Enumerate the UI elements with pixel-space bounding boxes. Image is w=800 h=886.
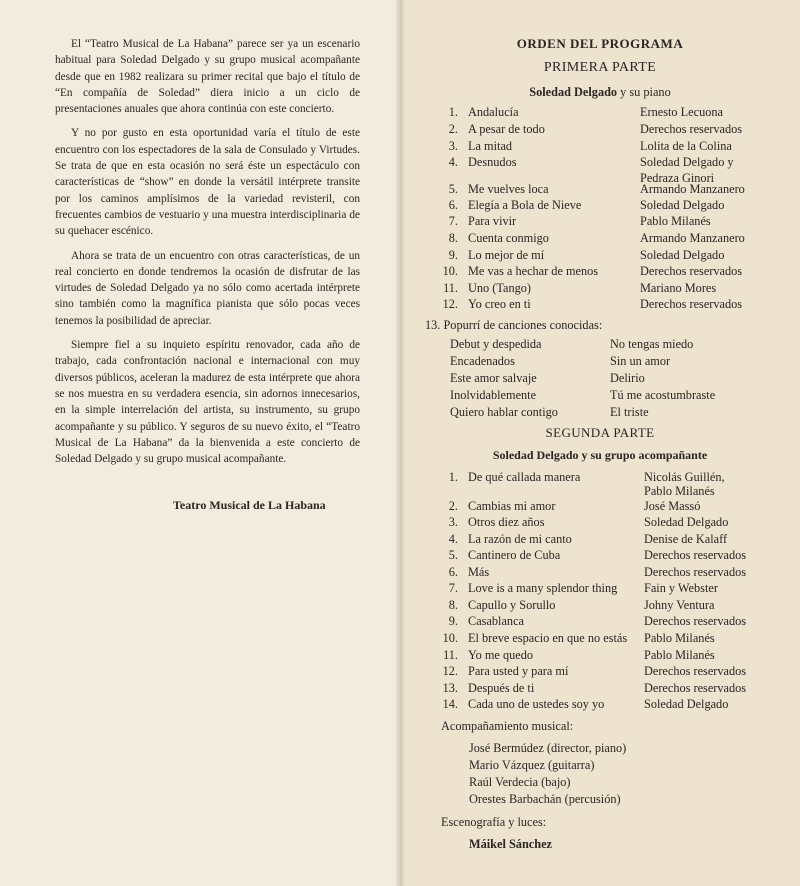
song-title: Love is a many splendor thing [468,581,618,595]
song-author: Pablo Milanés [644,631,715,645]
song-title: Andalucía [468,105,519,119]
song-number: 5. [448,182,458,196]
song-number: 9. [448,614,458,628]
accompaniment-member: José Bermúdez (director, piano) [469,741,627,755]
song-author: Nicolás Guillén, [644,470,725,484]
song-title: Lo mejor de mí [468,248,545,262]
accompaniment-member: Orestes Barbachán (percusión) [469,792,621,806]
song-author: Derechos reservados [640,264,743,278]
song-title: Para usted y para mí [468,664,569,678]
song-author: Soledad Delgado [644,697,729,711]
song-author: Soledad Delgado [640,248,725,262]
intro-paragraph: Ahora se trata de un encuentro con otras características, de un real concierto en donde tendremos la ocasión de disfrutar de las virtudes de Soledad Delgado ya no sólo como acertada intérprete sino también como la magnífica pianista que sólo pocas veces tenemos la posibilidad de apreciar. [55,249,360,327]
song-title: Yo me quedo [468,648,534,662]
song-number: 6. [448,565,458,579]
part2-performer: Soledad Delgado y su grupo acompañante [492,448,708,462]
song-title: Casablanca [468,614,524,628]
song-author: Derechos reservados [644,565,747,579]
medley-song: Debut y despedida [450,337,542,351]
song-title: Otros diez años [468,515,545,529]
medley-title: Popurrí de canciones conocidas: [443,318,603,332]
song-number: 3. [448,139,458,153]
song-author: Derechos reservados [644,664,747,678]
song-number: 11. [443,648,458,662]
song-number: 11. [443,281,458,295]
medley-right-column [610,336,715,421]
medley-heading [425,318,602,333]
song-number: 12. [442,664,458,678]
song-number: 4. [448,155,458,169]
song-author: Derechos reservados [644,614,747,628]
song-title: Cada uno de ustedes soy yo [468,697,605,711]
song-title: Capullo y Sorullo [468,598,556,612]
song-author: Soledad Delgado [644,515,729,529]
song-author: Derechos reservados [644,548,747,562]
song-title: Cambias mi amor [468,499,556,513]
accompaniment-heading: Acompañamiento musical: [441,719,574,733]
song-author: Armando Manzanero [640,231,745,245]
part1-title: PRIMERA PARTE [543,60,657,75]
song-number: 12. [442,297,458,311]
song-title: La razón de mi canto [468,532,572,546]
song-title: Uno (Tango) [468,281,531,295]
part2-title: SEGUNDA PARTE [545,425,655,440]
intro-paragraph: Siempre fiel a su inquieto espíritu renovador, cada año de trabajo, cada confrontación nacional e internacional con muy diversos públicos, aceleran la madurez de esta intérprete que ahora se nos muestra en su verdadera esencia, sin adornos innecesarios, en la simple interrelación del artista, su instrumento, su grupo acompañante y su público. Y seguros de su nuevo éxito, el “Teatro Musical de La Habana” da la bienvenida a este concierto de Soledad Delgado y su grupo musical acompañante. [55,339,360,466]
song-author: Soledad Delgado y [640,155,734,169]
song-title: Me vuelves loca [468,182,549,196]
performer-rest: y su piano [617,85,671,99]
song-number: 2. [448,499,458,513]
song-number: 9. [448,248,458,262]
song-number: 14. [442,697,458,711]
song-number: 4. [448,532,458,546]
medley-song: No tengas miedo [610,337,694,351]
song-title: Cantinero de Cuba [468,548,561,562]
song-title: Cuenta conmigo [468,231,549,245]
song-title: Más [468,565,490,579]
song-title: A pesar de todo [468,122,545,136]
song-title: Después de ti [468,681,535,695]
staging-name: Máikel Sánchez [469,837,552,851]
song-author: Mariano Mores [640,281,717,295]
part1-performer [400,85,800,100]
song-author: Derechos reservados [640,122,743,136]
song-title: Desnudos [468,155,517,169]
song-number: 13. [442,681,458,695]
song-author: Johny Ventura [644,598,715,612]
song-author: Armando Manzanero [640,182,745,196]
song-number: 3. [448,515,458,529]
song-number: 7. [448,214,458,228]
accompaniment-member: Mario Vázquez (guitarra) [469,758,595,772]
song-author: Denise de Kalaff [644,532,728,546]
song-author: Pablo Milanés [644,484,715,498]
performer-name: Soledad Delgado [529,85,618,99]
medley-song: Delirio [610,371,645,385]
song-number: 7. [448,581,458,595]
song-author: Pedraza Ginori [640,171,715,185]
song-author: Pablo Milanés [640,214,711,228]
medley-song: Inolvidablemente [450,388,537,402]
song-author: Derechos reservados [640,297,743,311]
intro-signature: Teatro Musical de La Habana [173,498,326,512]
intro-text [55,36,360,475]
song-author: Ernesto Lecuona [640,105,723,119]
page-fold [396,0,404,886]
song-number: 10. [442,264,458,278]
song-number: 5. [448,548,458,562]
song-number: 10. [442,631,458,645]
song-author: Soledad Delgado [640,198,725,212]
song-number: 6. [448,198,458,212]
song-author: José Massó [644,499,701,513]
staging-heading: Escenografía y luces: [441,815,547,829]
medley-song: Quiero hablar contigo [450,405,558,419]
song-number: 1. [448,105,458,119]
song-author: Pablo Milanés [644,648,715,662]
song-author: Lolita de la Colina [640,139,732,153]
song-number: 1. [448,470,458,484]
song-title: Me vas a hechar de menos [468,264,599,278]
medley-left-column [450,336,558,421]
medley-song: Sin un amor [610,354,671,368]
medley-song: Encadenados [450,354,515,368]
medley-song: El triste [610,405,649,419]
song-number: 2. [448,122,458,136]
song-title: El breve espacio en que no estás [468,631,628,645]
medley-song: Este amor salvaje [450,371,537,385]
song-title: Elegía a Bola de Nieve [468,198,582,212]
intro-paragraph: Y no por gusto en esta oportunidad varía el título de este encuentro con los espectadores de la sala de Consulado y Virtudes. Se trata de que en esta ocasión no será éste un espectáculo con características de “show” en donde la versátil intérprete transite por los caminos amplísimos de la variedad revisteril, con frecuentes cambios de vestuario y una muestra interdisciplinaria de su quehacer escénico. [55,127,360,238]
song-author: Derechos reservados [644,681,747,695]
intro-paragraph: El “Teatro Musical de La Habana” parece ser ya un escenario habitual para Soledad Delgado y su grupo musical acompañante desde que en 1982 realizara su primer recital que bajo el título de “En compañía de Soledad” diera inicio a un ciclo de presentaciones anuales que ahora continúa con este concierto. [55,38,360,116]
song-title: Yo creo en ti [468,297,531,311]
accompaniment-member: Raúl Verdecia (bajo) [469,775,571,789]
song-number: 8. [448,598,458,612]
program-title: ORDEN DEL PROGRAMA [516,36,684,51]
song-author: Fain y Webster [644,581,718,595]
medley-song: Tú me acostumbraste [610,388,716,402]
song-title: La mitad [468,139,513,153]
song-title: Para vivir [468,214,517,228]
song-number: 8. [448,231,458,245]
medley-number: 13. [425,318,441,332]
song-title: De qué callada manera [468,470,581,484]
